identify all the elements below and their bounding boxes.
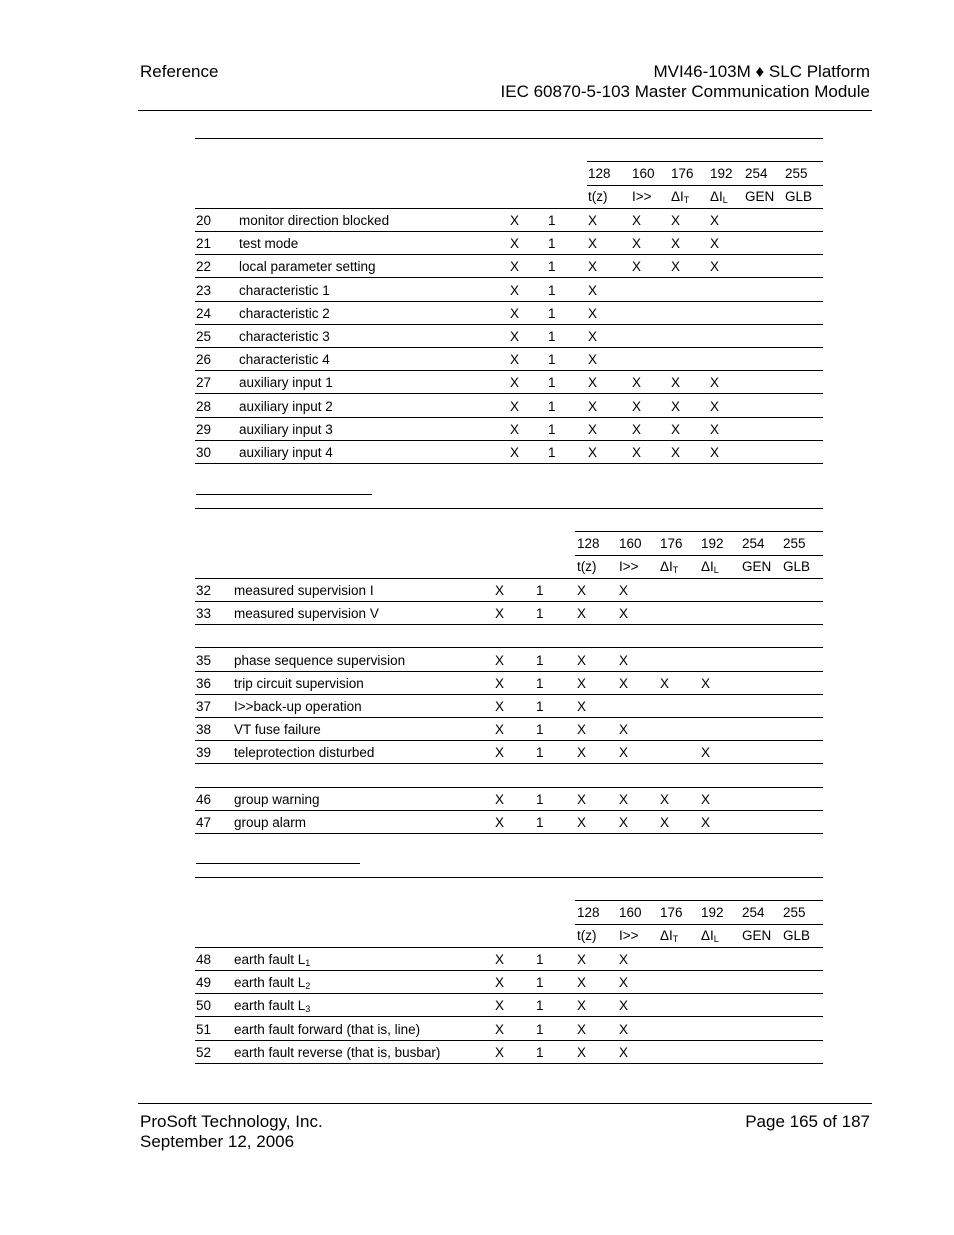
table-row <box>195 1018 823 1041</box>
row-column-mark: X <box>701 815 711 830</box>
row-one: 1 <box>536 975 544 991</box>
row-column-mark: X <box>671 375 681 391</box>
row-description: local parameter setting <box>239 259 376 275</box>
row-x-mark: X <box>510 352 520 368</box>
column-label: $\Delta I_T$ <box>660 928 679 944</box>
row-column-mark: X <box>671 398 681 414</box>
row-number: 23 <box>196 282 212 298</box>
row-x-mark: X <box>510 305 520 321</box>
row-column-mark: X <box>577 606 587 622</box>
row-one: 1 <box>536 675 544 691</box>
column-code: 254 <box>742 905 765 920</box>
row-one: 1 <box>548 329 556 344</box>
row-number: 29 <box>196 421 212 437</box>
row-column-mark: X <box>577 1021 587 1037</box>
row-one: 1 <box>536 745 544 761</box>
row-number: 20 <box>196 213 212 228</box>
row-one: 1 <box>536 815 544 830</box>
row-number: 47 <box>196 815 212 830</box>
row-column-mark: X <box>577 1044 587 1060</box>
column-code: 255 <box>785 166 808 181</box>
row-one: 1 <box>548 236 556 252</box>
row-column-mark: X <box>710 259 720 275</box>
row-column-mark: X <box>660 815 670 830</box>
table-row <box>195 441 823 464</box>
row-description: characteristic 1 <box>239 282 330 298</box>
row-column-mark: X <box>619 745 629 761</box>
row-one: 1 <box>536 998 544 1014</box>
table-row <box>195 209 823 232</box>
row-column-mark: X <box>710 375 720 391</box>
row-x-mark: X <box>495 583 505 598</box>
row-number: 30 <box>196 445 212 460</box>
column-label: GLB <box>783 559 811 574</box>
row-x-mark: X <box>510 213 520 228</box>
row-x-mark: X <box>510 375 520 391</box>
page-header-section: Reference <box>140 62 219 81</box>
row-column-mark: X <box>701 791 711 807</box>
row-description: earth fault $L_3$ <box>234 998 311 1015</box>
row-number: 28 <box>196 398 212 414</box>
row-description: measured supervision V <box>234 606 379 622</box>
table-row <box>195 788 823 811</box>
row-one: 1 <box>536 1044 544 1060</box>
row-column-mark: X <box>671 259 681 275</box>
row-one: 1 <box>548 305 556 321</box>
row-x-mark: X <box>510 282 520 298</box>
row-x-mark: X <box>495 699 505 714</box>
row-one: 1 <box>536 791 544 807</box>
row-column-mark: X <box>577 652 587 668</box>
row-x-mark: X <box>510 398 520 414</box>
row-one: 1 <box>548 375 556 391</box>
row-column-mark: X <box>588 421 598 437</box>
footer-company: ProSoft Technology, Inc. <box>140 1112 323 1131</box>
row-number: 51 <box>196 1021 212 1037</box>
row-column-mark: X <box>619 791 629 807</box>
row-description: earth fault forward (that is, line) <box>234 1021 421 1037</box>
row-rule <box>195 463 823 464</box>
row-x-mark: X <box>495 952 505 967</box>
row-column-mark: X <box>619 675 629 691</box>
row-one: 1 <box>536 699 544 714</box>
row-description: teleprotection disturbed <box>234 745 375 761</box>
row-column-mark: X <box>588 352 598 368</box>
column-label: GEN <box>745 189 775 204</box>
row-column-mark: X <box>710 213 720 228</box>
row-number: 27 <box>196 375 212 391</box>
row-column-mark: X <box>577 745 587 761</box>
section-underline-2 <box>196 494 372 495</box>
row-one: 1 <box>548 259 556 275</box>
row-column-mark: X <box>588 329 598 344</box>
row-description: auxiliary input 4 <box>239 445 333 460</box>
row-one: 1 <box>548 398 556 414</box>
header-rule <box>138 110 872 111</box>
row-x-mark: X <box>495 652 505 668</box>
table-row <box>195 741 823 764</box>
row-one: 1 <box>536 1021 544 1037</box>
row-column-mark: X <box>619 583 629 598</box>
row-one: 1 <box>536 606 544 622</box>
column-code: 128 <box>577 905 600 920</box>
row-column-mark: X <box>632 259 642 275</box>
table-row <box>195 371 823 394</box>
row-column-mark: X <box>619 652 629 668</box>
column-label: t(z) <box>577 928 597 943</box>
row-number: 33 <box>196 606 212 622</box>
table-1 <box>195 138 823 468</box>
footer-date: September 12, 2006 <box>140 1132 295 1151</box>
column-code: 255 <box>783 905 806 920</box>
row-number: 50 <box>196 998 212 1014</box>
row-number: 39 <box>196 745 212 761</box>
row-column-mark: X <box>710 398 720 414</box>
row-description: earth fault reverse (that is, busbar) <box>234 1044 441 1060</box>
row-column-mark: X <box>632 375 642 391</box>
row-number: 26 <box>196 352 212 368</box>
row-x-mark: X <box>510 259 520 275</box>
column-label-subscript: T <box>672 934 679 944</box>
row-column-mark: X <box>619 606 629 622</box>
row-column-mark: X <box>619 952 629 967</box>
row-number: 49 <box>196 975 212 991</box>
row-column-mark: X <box>632 213 642 228</box>
column-code: 160 <box>619 905 642 920</box>
row-column-mark: X <box>588 236 598 252</box>
row-column-mark: X <box>588 213 598 228</box>
row-column-mark: X <box>588 259 598 275</box>
table-row <box>195 279 823 302</box>
table-row <box>195 994 823 1017</box>
column-label: t(z) <box>588 189 608 204</box>
table-row <box>195 348 823 371</box>
row-rule <box>195 833 823 834</box>
row-one: 1 <box>536 652 544 668</box>
column-label: $\Delta I_L$ <box>701 559 719 575</box>
row-description: phase sequence supervision <box>234 652 406 668</box>
row-description: characteristic 4 <box>239 352 330 368</box>
row-column-mark: X <box>588 305 598 321</box>
table-top-rule <box>195 508 823 509</box>
column-label-subscript: L <box>713 565 719 575</box>
row-column-mark: X <box>577 699 587 714</box>
column-code: 176 <box>671 166 694 181</box>
column-label: t(z) <box>577 559 597 574</box>
column-label: I>> <box>632 189 652 204</box>
column-label-subscript: T <box>683 195 690 205</box>
column-code: 128 <box>577 536 600 551</box>
row-description: monitor direction blocked <box>239 213 390 228</box>
row-x-mark: X <box>510 445 520 460</box>
column-label-subscript: T <box>672 565 679 575</box>
row-number: 46 <box>196 791 212 807</box>
row-column-mark: X <box>632 421 642 437</box>
column-label: GEN <box>742 928 772 943</box>
row-column-mark: X <box>577 975 587 991</box>
footer-page-number: Page 165 of 187 <box>745 1112 870 1131</box>
column-label: GEN <box>742 559 772 574</box>
row-x-mark: X <box>510 236 520 252</box>
row-one: 1 <box>536 952 544 967</box>
table-row <box>195 811 823 834</box>
column-code: 160 <box>619 536 642 551</box>
row-x-mark: X <box>495 791 505 807</box>
row-x-mark: X <box>495 675 505 691</box>
row-column-mark: X <box>671 421 681 437</box>
column-label: I>> <box>619 559 639 574</box>
row-number: 22 <box>196 259 212 275</box>
table-row <box>195 232 823 255</box>
row-column-mark: X <box>577 791 587 807</box>
row-column-mark: X <box>577 675 587 691</box>
column-code: 176 <box>660 536 683 551</box>
page-header-product: MVI46-103M ♦ SLC Platform <box>653 62 870 81</box>
row-column-mark: X <box>632 398 642 414</box>
row-description: measured supervision I <box>234 583 374 598</box>
row-number: 24 <box>196 305 212 321</box>
row-description: characteristic 3 <box>239 329 330 344</box>
row-column-mark: X <box>619 815 629 830</box>
table-row <box>195 672 823 695</box>
table-row <box>195 649 823 672</box>
row-description: group warning <box>234 791 320 807</box>
row-column-mark: X <box>701 675 711 691</box>
table-top-rule <box>195 877 823 878</box>
row-column-mark: X <box>632 236 642 252</box>
row-x-mark: X <box>495 1021 505 1037</box>
column-label: GLB <box>785 189 813 204</box>
row-column-mark: X <box>619 975 629 991</box>
table-top-rule <box>195 138 823 139</box>
row-number: 37 <box>196 699 212 714</box>
row-one: 1 <box>548 421 556 437</box>
row-number: 35 <box>196 652 212 668</box>
row-column-mark: X <box>588 282 598 298</box>
row-description: earth fault $L_1$ <box>234 952 311 968</box>
row-description: characteristic 2 <box>239 305 330 321</box>
row-column-mark: X <box>710 236 720 252</box>
row-x-mark: X <box>495 745 505 761</box>
table-row <box>195 718 823 741</box>
row-x-mark: X <box>495 815 505 830</box>
description-subscript: 1 <box>305 958 311 968</box>
column-code: 255 <box>783 536 806 551</box>
row-column-mark: X <box>577 583 587 598</box>
table-row <box>195 602 823 625</box>
table-row <box>195 418 823 441</box>
table-2 <box>195 508 823 838</box>
row-description: VT fuse failure <box>234 722 321 738</box>
row-column-mark: X <box>577 998 587 1014</box>
row-column-mark: X <box>660 675 670 691</box>
row-column-mark: X <box>588 445 598 460</box>
column-label: $\Delta I_L$ <box>701 928 719 944</box>
row-column-mark: X <box>710 445 720 460</box>
column-label: $\Delta I_T$ <box>660 559 679 575</box>
row-number: 38 <box>196 722 212 738</box>
row-description: auxiliary input 1 <box>239 375 333 391</box>
column-label: GLB <box>783 928 811 943</box>
row-column-mark: X <box>577 722 587 738</box>
table-row <box>195 579 823 602</box>
row-rule <box>195 1063 823 1064</box>
row-column-mark: X <box>710 421 720 437</box>
row-one: 1 <box>536 583 544 598</box>
row-number: 52 <box>196 1044 212 1060</box>
column-code: 160 <box>632 166 655 181</box>
page-header-subtitle: IEC 60870-5-103 Master Communication Module <box>500 82 870 101</box>
row-column-mark: X <box>619 998 629 1014</box>
section-underline-3 <box>196 863 360 864</box>
column-label-subscript: L <box>713 934 719 944</box>
footer-rule <box>138 1103 872 1104</box>
row-number: 21 <box>196 236 212 252</box>
column-code: 254 <box>745 166 768 181</box>
column-label: $\Delta I_L$ <box>710 189 728 205</box>
row-column-mark: X <box>577 952 587 967</box>
row-number: 48 <box>196 952 212 967</box>
row-column-mark: X <box>671 213 681 228</box>
row-column-mark: X <box>619 1021 629 1037</box>
row-one: 1 <box>548 352 556 368</box>
row-one: 1 <box>548 282 556 298</box>
table-row <box>195 302 823 325</box>
column-label-subscript: L <box>722 195 728 205</box>
column-code: 192 <box>701 536 724 551</box>
row-column-mark: X <box>588 398 598 414</box>
table-row <box>195 395 823 418</box>
row-column-mark: X <box>660 791 670 807</box>
row-description: group alarm <box>234 815 307 830</box>
table-row <box>195 948 823 971</box>
row-column-mark: X <box>671 445 681 460</box>
column-label: I>> <box>619 928 639 943</box>
row-description: auxiliary input 3 <box>239 421 333 437</box>
table-row <box>195 1041 823 1064</box>
row-x-mark: X <box>510 329 520 344</box>
table-row <box>195 625 823 648</box>
column-label: $\Delta I_T$ <box>671 189 690 205</box>
column-code: 176 <box>660 905 683 920</box>
row-column-mark: X <box>632 445 642 460</box>
row-x-mark: X <box>495 975 505 991</box>
row-description: trip circuit supervision <box>234 675 364 691</box>
row-column-mark: X <box>619 1044 629 1060</box>
row-number: 36 <box>196 675 212 691</box>
description-subscript: 3 <box>305 1004 311 1015</box>
row-number: 32 <box>196 583 212 598</box>
row-x-mark: X <box>495 606 505 622</box>
table-row <box>195 971 823 994</box>
row-column-mark: X <box>671 236 681 252</box>
row-column-mark: X <box>588 375 598 391</box>
row-one: 1 <box>548 445 556 460</box>
row-number: 25 <box>196 329 212 344</box>
row-column-mark: X <box>577 815 587 830</box>
row-x-mark: X <box>495 722 505 738</box>
row-one: 1 <box>548 213 556 228</box>
column-code: 128 <box>588 166 611 181</box>
table-row <box>195 765 823 788</box>
row-description: auxiliary input 2 <box>239 398 333 414</box>
table-row <box>195 255 823 278</box>
row-description: I>>back-up operation <box>234 699 362 714</box>
column-code: 254 <box>742 536 765 551</box>
row-x-mark: X <box>510 421 520 437</box>
table-row <box>195 325 823 348</box>
row-column-mark: X <box>619 722 629 738</box>
table-3 <box>195 877 823 1077</box>
column-code: 192 <box>710 166 733 181</box>
row-column-mark: X <box>701 745 711 761</box>
column-code: 192 <box>701 905 724 920</box>
description-subscript: 2 <box>305 981 311 992</box>
row-description: test mode <box>239 236 299 252</box>
table-row <box>195 695 823 718</box>
row-description: earth fault $L_2$ <box>234 975 311 992</box>
row-x-mark: X <box>495 1044 505 1060</box>
row-one: 1 <box>536 722 544 738</box>
row-x-mark: X <box>495 998 505 1014</box>
